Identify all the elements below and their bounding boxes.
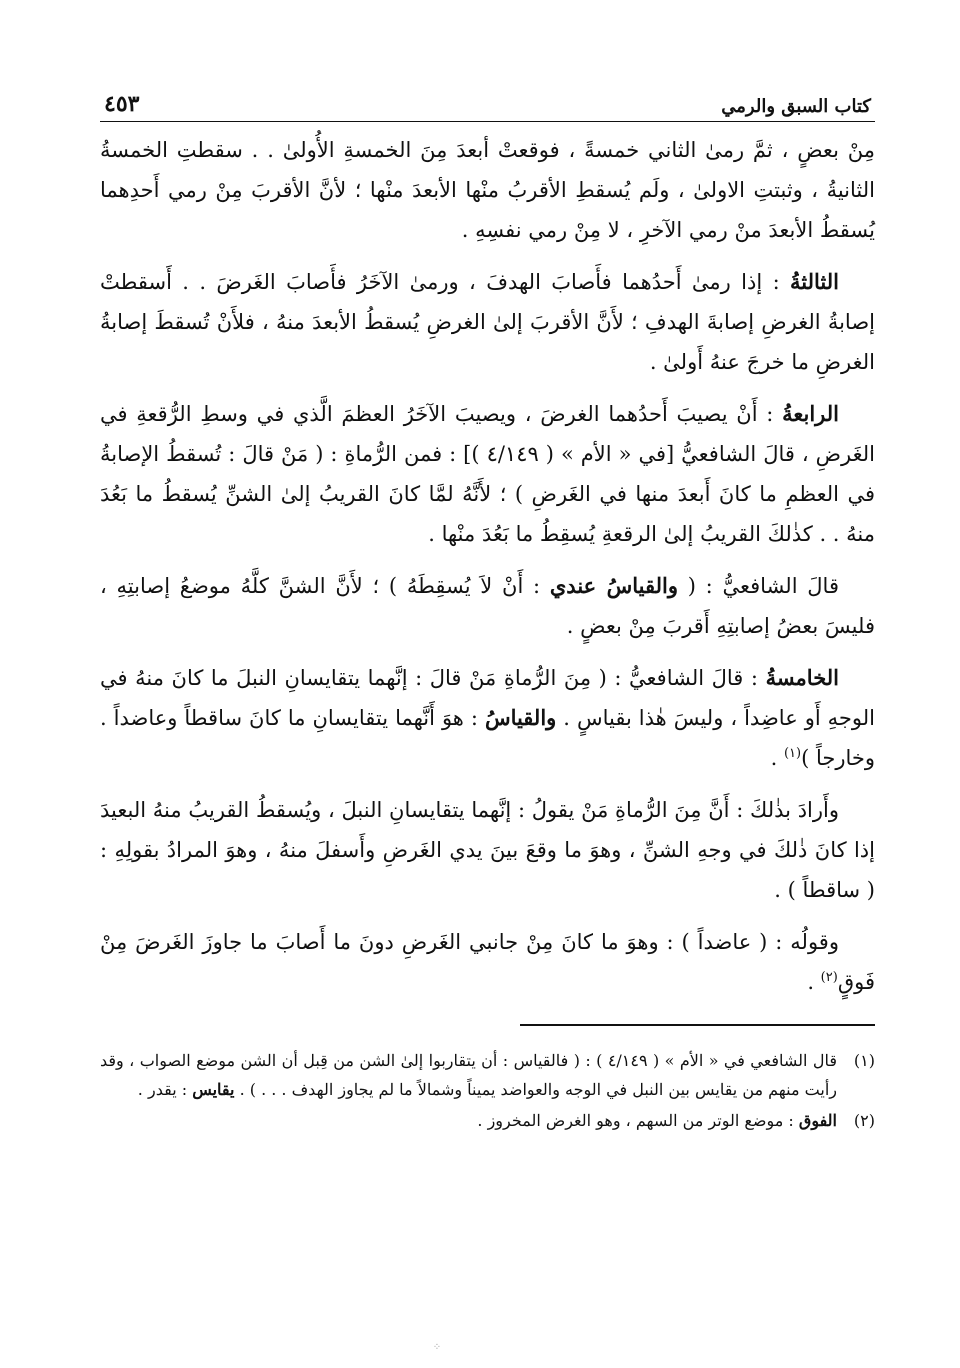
footnote-ref-2[interactable]: (٢) <box>820 970 838 985</box>
paragraph-2 <box>100 262 875 382</box>
footnote-2-body: : موضع الوتر من السهم ، وهو الغرض المخروز . <box>477 1111 799 1130</box>
paragraph-5-end: . <box>770 746 784 770</box>
footnote-2-term: الفوق <box>798 1111 837 1130</box>
paragraph-3-text: : أَنْ يصيبَ أَحدُهما الغرضَ ، ويصيبَ الآخَرُ العظمَ الَّذي في وسطِ الرُّقعةِ في الغَرضِ ، قالَ الشافعيُّ [في « الأم » ( ٤/١٤٩ )] : فمن الرُّماةِ : ( مَنْ قالَ : تُسقطُ الإصابةُ في العظمِ ما كانَ أَبعدَ منها في الغَرضِ ) ؛ لأَنَّهُ لمَّا كانَ القريبُ إلىٰ الشنِّ يُسقطُ ما بَعُدَ منهُ . . كذٰلكَ القريبُ إلىٰ الرقعةِ يُسقِطُ ما بَعُدَ منْها . <box>100 402 876 546</box>
footnotes <box>100 1046 875 1135</box>
page-header <box>100 78 875 122</box>
paragraph-7-end: . <box>807 970 821 994</box>
paragraph-2-text: : إذا رمىٰ أَحدُهما فأَصابَ الهدفَ ، ورمىٰ الآخَرُ فأَصابَ الغَرضَ . . أَسقطتْ إصابةُ الغرضِ إصابةَ الهدفِ ؛ لأَنَّ الأقربَ إلىٰ الغرضِ يُسقطُ الأبعدَ منهُ ، فلأَنْ تُسقطَ إصابةُ الغرضِ ما خرجَ عنهُ أَولىٰ . <box>100 270 875 374</box>
paragraph-5-lead: الخامسةُ <box>765 665 839 690</box>
footnote-1-text <box>100 1046 837 1104</box>
footnote-1 <box>100 1046 875 1104</box>
paragraph-1-text: مِنْ بعضٍ ، ثمَّ رمىٰ الثاني خمسةً ، فوقعتْ أبعدَ مِنَ الخمسةِ الأُولىٰ . . سقطتِ الخمسةُ الثانيةُ ، وثبتتِ الاولىٰ ، ولَم يُسقطِ الأقربُ منْها الأبعدَ منْها ؛ لأنَّ الأقربَ مِنْ رمي أَحدِهما يُسقطُ الأبعدَ منْ رمي الآخرِ ، لا مِنْ رمي نفسِهِ . <box>100 138 875 242</box>
paragraph-4-text-a: قالَ الشافعيُّ : ( <box>677 574 839 598</box>
footnote-2 <box>100 1106 875 1135</box>
scan-speck-icon: ⁘ <box>432 1342 442 1353</box>
footnote-1-tail: : يقدر . <box>137 1080 193 1099</box>
paragraph-4-term: والقياسُ عندي <box>549 573 678 598</box>
paragraph-5-term: والقياسُ <box>484 705 557 730</box>
page-number: ٤٥٣ <box>104 91 140 117</box>
paragraph-3 <box>100 394 875 554</box>
paragraph-5-text-a: : قالَ الشافعيُّ : ( مِنَ الرُّماةِ مَنْ قالَ : إنَّهما يتقايسانِ النبلَ ما كانَ منهُ في الوجهِ أَو عاضِداً ، وليسَ هٰذا بقياسٍ . <box>100 666 875 730</box>
paragraph-4 <box>100 566 875 646</box>
paragraph-5-text-b: : هوَ أَنَّهما يتقايسانِ ما كانَ ساقطاً وعاضداً . وخارجاً ) <box>100 706 875 770</box>
paragraph-2-lead: الثالثةُ <box>790 269 839 294</box>
page-body <box>100 130 875 1002</box>
paragraph-4-text-b: : أَنْ لاَ يُسقِطَهُ ) ؛ لأَنَّ الشنَّ كلَّهُ موضعُ إصابتِهِ ، فليسَ بعضُ إصابتِهِ أَقربَ مِنْ بعضٍ . <box>100 574 875 638</box>
running-title: كتاب السبق والرمي <box>721 96 871 117</box>
footnote-2-text <box>100 1106 837 1135</box>
footnote-1-body: قال الشافعي في « الأم » ( ٤/١٤٩ ) : ( فالقياس : أن يتقاربوا إلىٰ الشن من قِبل أن الشن موضع الصواب ، وقد رأيت منهم من يقايس بين النبل في الوجه والعواضد يميناً وشمالاً ما لم يجاوز الهدف . . . ) . <box>100 1051 838 1099</box>
footnote-1-term: يقايس <box>192 1080 235 1099</box>
paragraph-6 <box>100 790 875 910</box>
paragraph-7-text: وقولُه : ( عاضداً ) : وهوَ ما كانَ مِنْ جانبي الغَرضِ دونَ ما أَصابَ ما جاوزَ الغَرضَ مِنْ فَوقٍ <box>100 930 875 994</box>
paragraph-6-text: وأَرادَ بذٰلكَ : أَنَّ مِنَ الرُّماةِ مَنْ يقولُ : إنَّهما يتقايسانِ النبلَ ، ويُسقطُ القريبُ منهُ البعيدَ إذا كانَ ذٰلكَ في وجهِ الشنِّ ، وهوَ ما وقعَ بينَ يدي الغَرضِ وأَسفلَ منهُ ، وهوَ المرادُ بقولِهِ : ( ساقطاً ) . <box>100 798 875 902</box>
footnote-1-number: (١) <box>853 1051 875 1070</box>
footnote-ref-1[interactable]: (١) <box>783 746 802 761</box>
paragraph-3-lead: الرابعةُ <box>782 401 839 426</box>
footnote-2-number: (٢) <box>853 1111 875 1130</box>
paragraph-7 <box>100 922 875 1002</box>
paragraph-5 <box>100 658 875 778</box>
footnote-separator <box>520 1024 875 1026</box>
page <box>100 78 875 1137</box>
paragraph-1 <box>100 130 875 250</box>
